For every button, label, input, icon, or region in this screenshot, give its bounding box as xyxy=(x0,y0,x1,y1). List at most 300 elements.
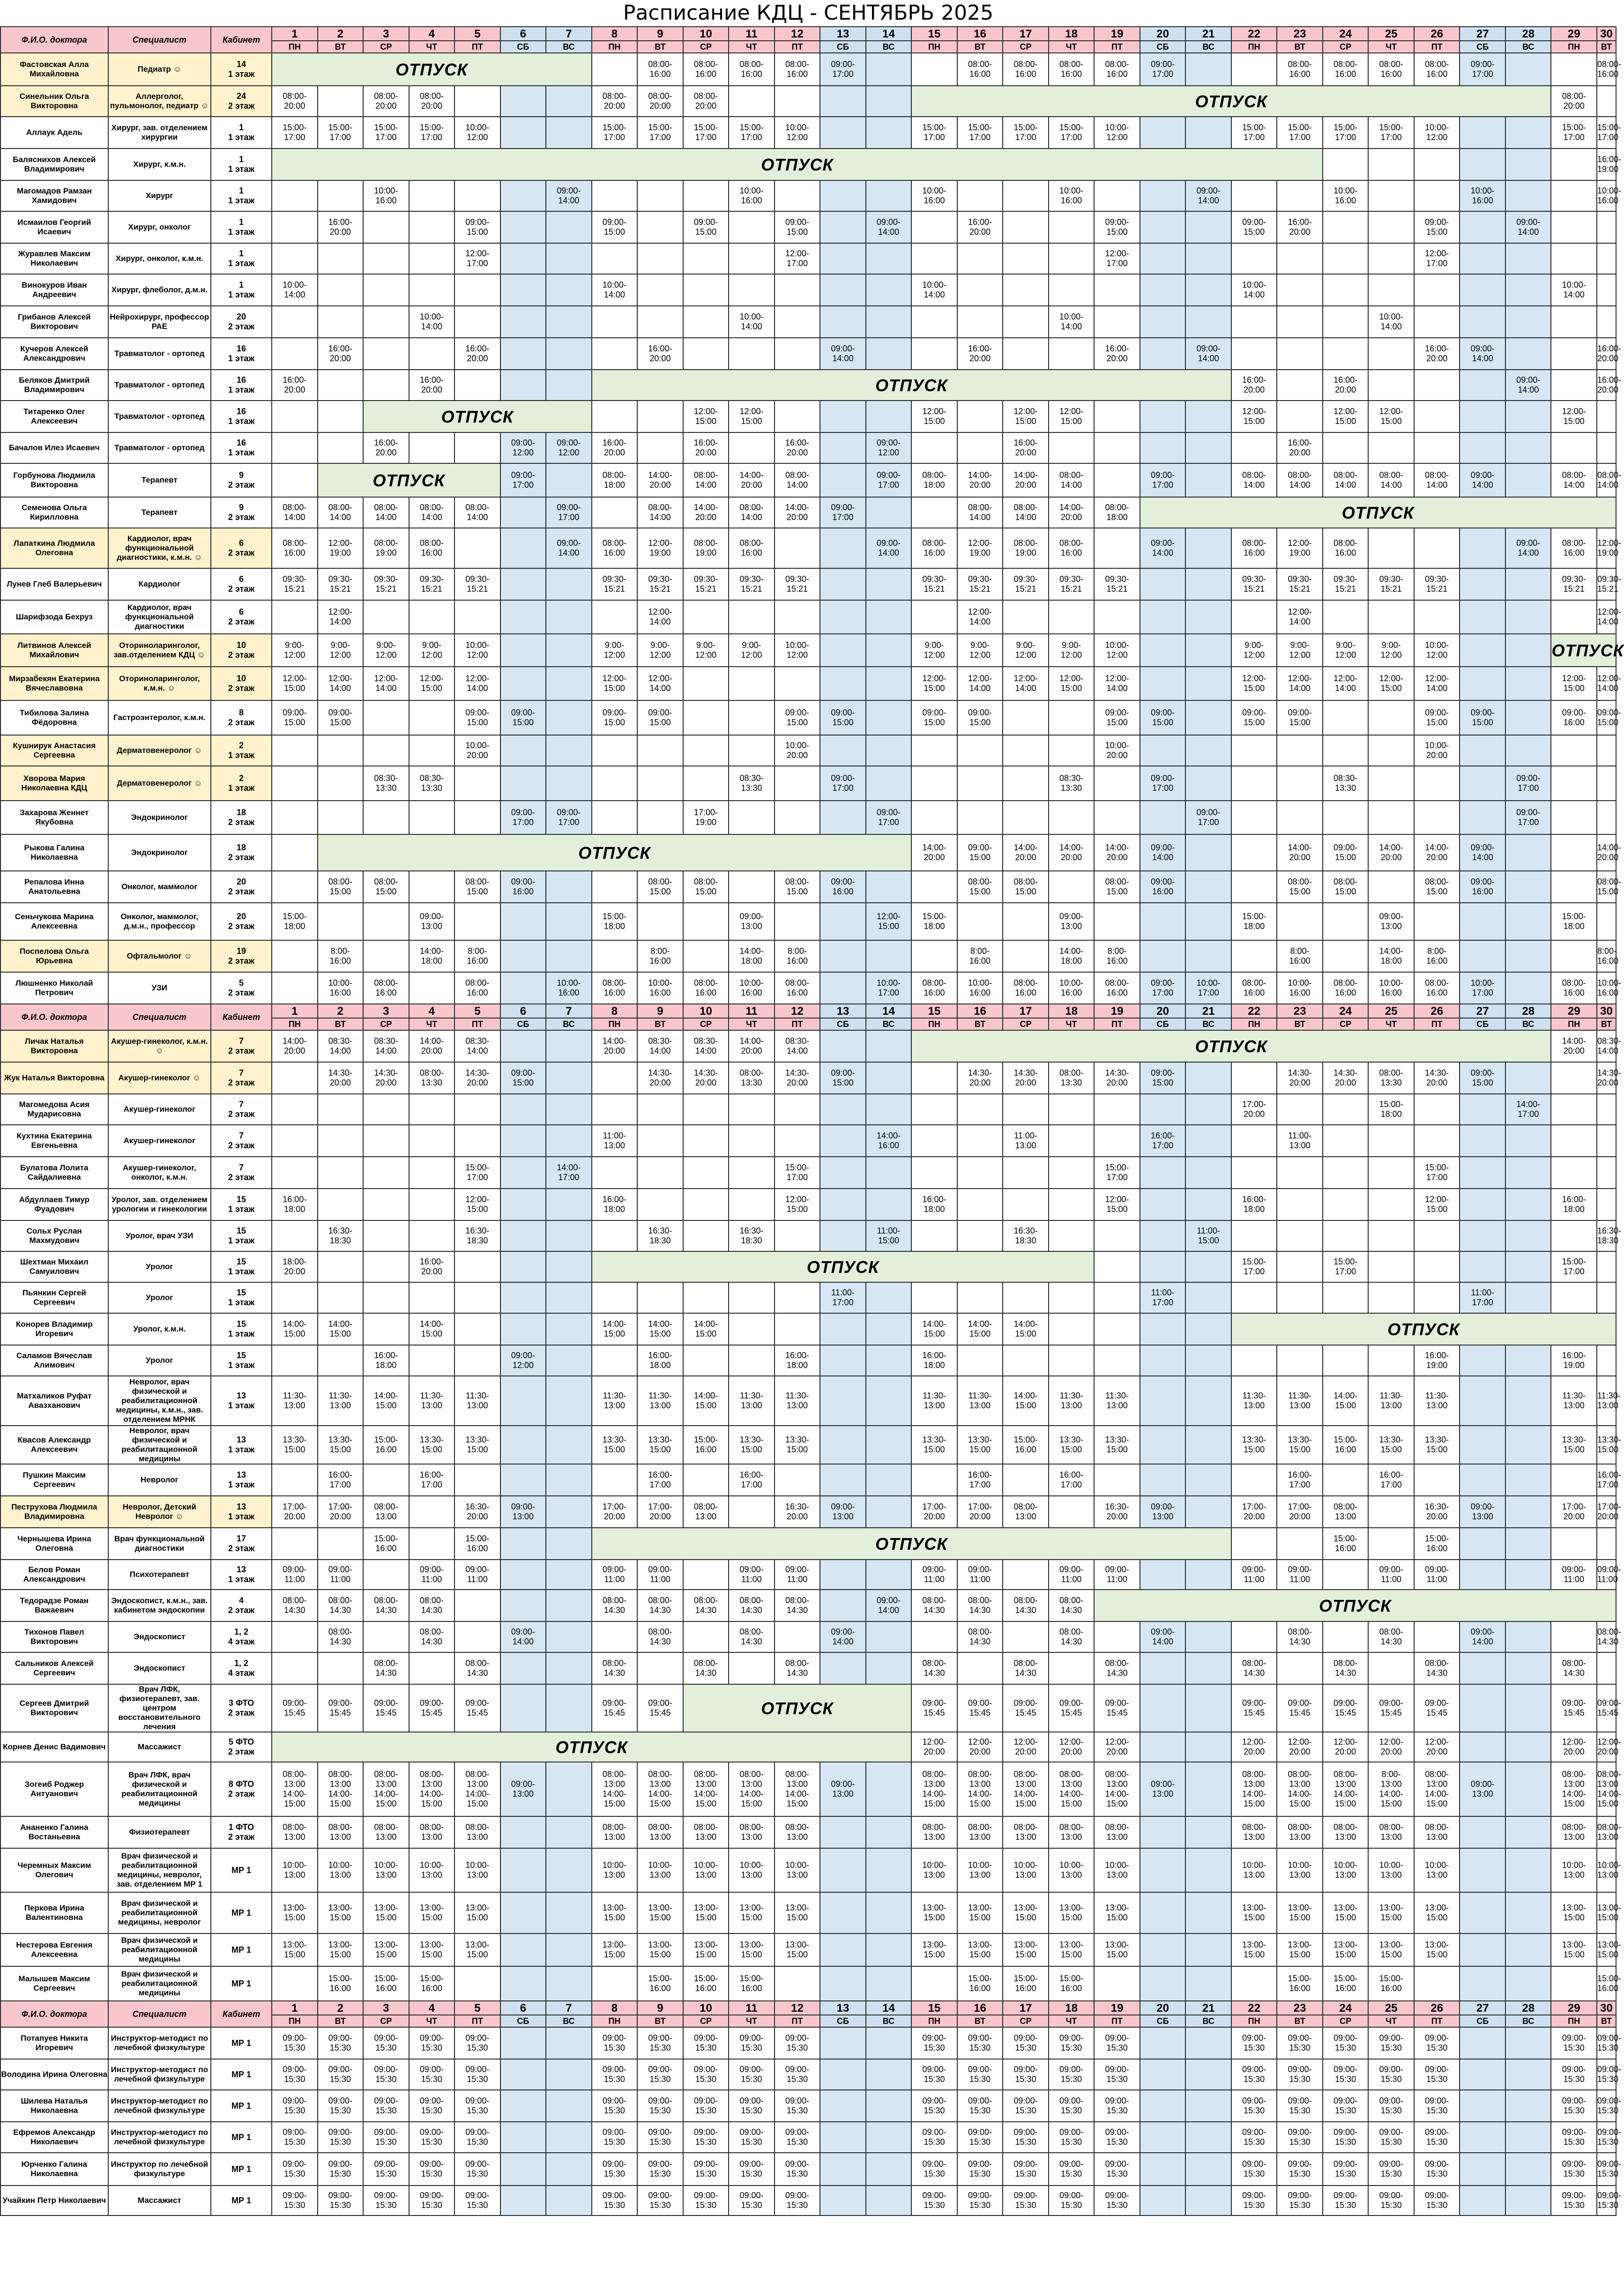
schedule-cell: 09:00- 16:00 xyxy=(1460,871,1505,903)
empty-cell xyxy=(1368,180,1414,211)
empty-cell xyxy=(1185,1684,1231,1732)
schedule-cell: 17:00- 20:00 xyxy=(592,1496,638,1528)
empty-cell xyxy=(1185,306,1231,338)
empty-cell xyxy=(1140,1426,1186,1464)
schedule-cell: 08:00- 16:00 xyxy=(1368,53,1414,86)
schedule-cell: 09:00- 15:00 xyxy=(1094,700,1140,735)
empty-cell xyxy=(318,735,364,766)
empty-cell xyxy=(1505,1464,1551,1496)
schedule-cell: 14:30- 20:00 xyxy=(363,1062,409,1094)
day-number: 27 xyxy=(1460,27,1505,41)
schedule-cell: 08:00- 14:30 xyxy=(363,1590,409,1621)
day-name: СР xyxy=(363,41,409,53)
empty-cell xyxy=(1323,1094,1369,1125)
schedule-cell: 09:00- 15:30 xyxy=(1049,2186,1095,2216)
schedule-cell: 08:00- 14:30 xyxy=(1049,1621,1095,1652)
doctor-row xyxy=(0,766,1616,801)
empty-cell xyxy=(1003,801,1049,834)
schedule-cell: 16:00- 17:00 xyxy=(1368,1464,1414,1496)
schedule-cell: 09:00- 15:30 xyxy=(1597,2153,1616,2186)
empty-cell xyxy=(866,871,912,903)
empty-cell xyxy=(729,86,775,117)
schedule-cell: 09:00- 13:00 xyxy=(820,1762,866,1816)
doctor-row xyxy=(0,1762,1616,1816)
schedule-cell: 09:00- 14:00 xyxy=(1505,370,1551,401)
empty-cell xyxy=(454,600,500,634)
schedule-cell: 13:00- 15:00 xyxy=(775,1892,820,1933)
empty-cell xyxy=(866,86,912,117)
day-name: ЧТ xyxy=(1049,1018,1095,1030)
doctor-cabinet: 5 2 этаж xyxy=(211,972,272,1004)
doctor-name: Малышев Максим Сергеевич xyxy=(0,1966,108,2001)
schedule-cell: 09:00- 15:00 xyxy=(637,700,683,735)
empty-cell xyxy=(500,1282,546,1313)
schedule-cell: 13:00- 15:00 xyxy=(683,1933,729,1966)
empty-cell xyxy=(1049,1313,1095,1345)
day-number: 28 xyxy=(1505,1004,1551,1018)
empty-cell xyxy=(911,1282,957,1313)
doctor-row xyxy=(0,2122,1616,2153)
empty-cell xyxy=(1140,211,1186,243)
empty-cell xyxy=(272,766,318,801)
schedule-cell: 8:00- 16:00 xyxy=(637,940,683,972)
schedule-cell: 14:00- 20:00 xyxy=(272,1030,318,1062)
empty-cell xyxy=(1277,735,1323,766)
schedule-cell: 09:00- 15:30 xyxy=(957,2186,1003,2216)
schedule-cell: 16:00- 20:00 xyxy=(1414,338,1460,370)
doctor-cabinet: МР 1 xyxy=(211,1966,272,2001)
schedule-cell: 11:30- 13:00 xyxy=(1551,1376,1597,1426)
empty-cell xyxy=(957,1125,1003,1157)
empty-cell xyxy=(729,1313,775,1345)
empty-cell xyxy=(1460,2027,1505,2059)
schedule-cell: 08:00- 13:00 14:00- 15:00 xyxy=(1414,1762,1460,1816)
empty-cell xyxy=(866,117,912,149)
day-name: СР xyxy=(363,2015,409,2027)
day-number: 23 xyxy=(1277,1004,1323,1018)
empty-cell xyxy=(363,700,409,735)
schedule-cell: 08:00- 20:00 xyxy=(272,86,318,117)
day-name: СР xyxy=(683,2015,729,2027)
schedule-cell: 09:00- 15:30 xyxy=(1597,2186,1616,2216)
schedule-cell: 10:00- 16:00 xyxy=(1460,180,1505,211)
day-number: 12 xyxy=(775,1004,820,1018)
schedule-cell: 09:00- 14:00 xyxy=(866,211,912,243)
empty-cell xyxy=(683,1157,729,1189)
schedule-cell: 08:00- 13:00 14:00- 15:00 xyxy=(318,1762,364,1816)
empty-cell xyxy=(1368,735,1414,766)
schedule-cell: 08:00- 19:00 xyxy=(363,528,409,568)
doctor-name: Пушкин Максим Сергеевич xyxy=(0,1464,108,1496)
doctor-name: Потапуев Никита Игоревич xyxy=(0,2027,108,2059)
empty-cell xyxy=(1185,834,1231,871)
doctor-specialty: Невролог, врач физической и реабилитационной медицины xyxy=(108,1426,211,1464)
empty-cell xyxy=(272,1652,318,1684)
empty-cell xyxy=(1185,2027,1231,2059)
doctor-name: Репалова Инна Анатольевна xyxy=(0,871,108,903)
empty-cell xyxy=(1597,274,1616,306)
empty-cell xyxy=(1140,1560,1186,1590)
schedule-cell: 10:00- 13:00 xyxy=(1323,1848,1369,1892)
empty-cell xyxy=(1551,834,1597,871)
day-number: 28 xyxy=(1505,2001,1551,2015)
schedule-cell: 14:00- 20:00 xyxy=(957,463,1003,497)
doctor-row xyxy=(0,940,1616,972)
schedule-cell: 11:00- 13:00 xyxy=(1003,1125,1049,1157)
empty-cell xyxy=(363,1189,409,1220)
schedule-cell: 08:00- 13:00 xyxy=(1277,1816,1323,1848)
schedule-cell: 09:00- 15:30 xyxy=(1277,2090,1323,2122)
empty-cell xyxy=(546,2090,592,2122)
day-number: 26 xyxy=(1414,27,1460,41)
empty-cell xyxy=(500,634,546,667)
empty-cell xyxy=(1185,1062,1231,1094)
empty-cell xyxy=(1460,401,1505,432)
schedule-cell: 12:00- 14:00 xyxy=(1323,667,1369,700)
schedule-cell: 12:00- 14:00 xyxy=(1003,667,1049,700)
empty-cell xyxy=(409,1282,455,1313)
empty-cell xyxy=(500,1376,546,1426)
schedule-cell: 10:00- 16:00 xyxy=(1323,180,1369,211)
empty-cell xyxy=(318,903,364,940)
schedule-cell: 09:00- 15:30 xyxy=(363,2059,409,2090)
empty-cell xyxy=(866,274,912,306)
day-number: 6 xyxy=(500,27,546,41)
empty-cell xyxy=(500,211,546,243)
schedule-cell: 13:00- 15:00 xyxy=(409,1892,455,1933)
empty-cell xyxy=(1140,1220,1186,1251)
schedule-cell: 08:00- 13:00 14:00- 15:00 xyxy=(1323,1762,1369,1816)
schedule-cell: 10:00- 12:00 xyxy=(775,634,820,667)
empty-cell xyxy=(500,972,546,1004)
empty-cell xyxy=(1368,274,1414,306)
empty-cell xyxy=(866,568,912,600)
empty-cell xyxy=(1049,274,1095,306)
day-number: 7 xyxy=(546,1004,592,1018)
empty-cell xyxy=(1505,432,1551,463)
empty-cell xyxy=(957,1282,1003,1313)
empty-cell xyxy=(1414,1282,1460,1313)
empty-cell xyxy=(1185,766,1231,801)
empty-cell xyxy=(1460,1376,1505,1426)
schedule-cell: 12:00- 20:00 xyxy=(1368,1732,1414,1762)
empty-cell xyxy=(820,1590,866,1621)
empty-cell xyxy=(1368,1652,1414,1684)
schedule-cell: 09:00- 15:30 xyxy=(272,2122,318,2153)
schedule-cell: 16:30- 18:30 xyxy=(1003,1220,1049,1251)
empty-cell xyxy=(592,1966,638,2001)
doctor-specialty: Травматолог - ортопед xyxy=(108,338,211,370)
schedule-cell: 15:00- 17:00 xyxy=(1003,117,1049,149)
doctor-cabinet: 24 2 этаж xyxy=(211,86,272,117)
doctor-specialty: Хирург, онколог, к.м.н. xyxy=(108,243,211,274)
empty-cell xyxy=(820,1030,866,1062)
empty-cell xyxy=(500,766,546,801)
schedule-cell: 08:00- 14:30 xyxy=(592,1652,638,1684)
schedule-cell: 12:00- 14:00 xyxy=(454,667,500,700)
doctor-name: Лапаткина Людмила Олеговна xyxy=(0,528,108,568)
day-name: ЧТ xyxy=(729,1018,775,1030)
empty-cell xyxy=(1368,871,1414,903)
empty-cell xyxy=(775,528,820,568)
schedule-cell: 16:30- 20:00 xyxy=(454,1496,500,1528)
empty-cell xyxy=(911,1125,957,1157)
day-name: ПН xyxy=(1231,1018,1277,1030)
empty-cell xyxy=(1140,117,1186,149)
schedule-cell: 17:00- 20:00 xyxy=(1231,1094,1277,1125)
empty-cell xyxy=(546,2059,592,2090)
schedule-cell: 15:00- 18:00 xyxy=(592,903,638,940)
schedule-cell: 11:00- 15:00 xyxy=(866,1220,912,1251)
schedule-cell: 09:00- 15:30 xyxy=(592,2186,638,2216)
empty-cell xyxy=(1505,180,1551,211)
empty-cell xyxy=(1505,149,1551,180)
doctor-row xyxy=(0,1966,1616,2001)
empty-cell xyxy=(1003,338,1049,370)
schedule-cell: 09:00- 15:30 xyxy=(1231,2122,1277,2153)
schedule-cell: 12:00- 15:00 xyxy=(1414,1189,1460,1220)
day-number: 20 xyxy=(1140,2001,1186,2015)
day-number: 4 xyxy=(409,27,455,41)
empty-cell xyxy=(729,338,775,370)
empty-cell xyxy=(820,243,866,274)
empty-cell xyxy=(500,1966,546,2001)
schedule-cell: 15:00- 17:00 xyxy=(409,117,455,149)
schedule-cell: 10:00- 14:00 xyxy=(1231,274,1277,306)
empty-cell xyxy=(1185,53,1231,86)
doctor-name: Баляснихов Алексей Владимирович xyxy=(0,149,108,180)
empty-cell xyxy=(409,1094,455,1125)
schedule-cell: 11:30- 13:00 xyxy=(1094,1376,1140,1426)
empty-cell xyxy=(1505,401,1551,432)
schedule-cell: 08:00- 14:00 xyxy=(1368,463,1414,497)
schedule-cell: 13:30- 15:00 xyxy=(454,1426,500,1464)
doctor-name: Титаренко Олег Алексеевич xyxy=(0,401,108,432)
schedule-cell: 09:00- 15:30 xyxy=(272,2059,318,2090)
schedule-cell: 15:00- 17:00 xyxy=(318,117,364,149)
empty-cell xyxy=(1505,1732,1551,1762)
empty-cell xyxy=(318,401,364,432)
day-name: ВС xyxy=(866,41,912,53)
doctor-name: Шилева Наталья Николаевна xyxy=(0,2090,108,2122)
doctor-name: Рыкова Галина Николаевна xyxy=(0,834,108,871)
schedule-cell: 09:00- 15:30 xyxy=(454,2186,500,2216)
day-number: 15 xyxy=(911,27,957,41)
empty-cell xyxy=(866,401,912,432)
header-spec: Специалист xyxy=(108,2001,211,2027)
empty-cell xyxy=(454,1966,500,2001)
schedule-cell: 16:00- 20:00 xyxy=(1597,370,1616,401)
vacation-cell: ОТПУСК xyxy=(318,463,500,497)
empty-cell xyxy=(592,53,638,86)
schedule-cell: 9:00- 12:00 xyxy=(1323,634,1369,667)
doctor-specialty: Педиатр ☺ xyxy=(108,53,211,86)
empty-cell xyxy=(820,1966,866,2001)
schedule-cell: 08:00- 16:00 xyxy=(1049,528,1095,568)
empty-cell xyxy=(866,1189,912,1220)
empty-cell xyxy=(820,2090,866,2122)
schedule-cell: 17:00- 20:00 xyxy=(318,1496,364,1528)
empty-cell xyxy=(866,1762,912,1816)
empty-cell xyxy=(1551,180,1597,211)
empty-cell xyxy=(683,1094,729,1125)
schedule-cell: 16:00- 20:00 xyxy=(592,432,638,463)
empty-cell xyxy=(1414,528,1460,568)
schedule-cell: 09:00- 15:30 xyxy=(775,2153,820,2186)
empty-cell xyxy=(1185,1966,1231,2001)
schedule-cell: 09:00- 15:30 xyxy=(454,2027,500,2059)
doctor-cabinet: 1, 2 4 этаж xyxy=(211,1652,272,1684)
schedule-cell: 15:00- 17:00 xyxy=(592,117,638,149)
schedule-cell: 08:00- 14:30 xyxy=(272,1590,318,1621)
empty-cell xyxy=(454,766,500,801)
empty-cell xyxy=(454,306,500,338)
empty-cell xyxy=(1323,243,1369,274)
schedule-cell: 08:00- 16:00 xyxy=(1049,53,1095,86)
schedule-cell: 14:00- 20:00 xyxy=(637,463,683,497)
schedule-cell: 09:00- 15:30 xyxy=(911,2122,957,2153)
empty-cell xyxy=(1597,1125,1616,1157)
schedule-cell: 09:00- 15:30 xyxy=(1323,2153,1369,2186)
schedule-cell: 09:00- 15:30 xyxy=(775,2090,820,2122)
empty-cell xyxy=(1551,53,1597,86)
empty-cell xyxy=(820,2122,866,2153)
empty-cell xyxy=(1277,1189,1323,1220)
schedule-cell: 10:00- 16:00 xyxy=(318,972,364,1004)
schedule-cell: 10:00- 14:00 xyxy=(409,306,455,338)
empty-cell xyxy=(1323,432,1369,463)
empty-cell xyxy=(1551,306,1597,338)
empty-cell xyxy=(1323,211,1369,243)
empty-cell xyxy=(683,667,729,700)
schedule-cell: 09:30- 15:21 xyxy=(409,568,455,600)
empty-cell xyxy=(1185,735,1231,766)
schedule-cell: 10:00- 14:00 xyxy=(1551,274,1597,306)
day-name: ПН xyxy=(592,1018,638,1030)
empty-cell xyxy=(775,401,820,432)
empty-cell xyxy=(500,338,546,370)
empty-cell xyxy=(1460,149,1505,180)
schedule-cell: 08:00- 13:00 14:00- 15:00 xyxy=(363,1762,409,1816)
schedule-cell: 08:00- 19:00 xyxy=(1003,528,1049,568)
day-number: 14 xyxy=(866,1004,912,1018)
schedule-cell: 09:30- 15:21 xyxy=(637,568,683,600)
schedule-cell: 12:00- 15:00 xyxy=(272,667,318,700)
empty-cell xyxy=(866,2090,912,2122)
schedule-cell: 12:00- 14:00 xyxy=(1277,600,1323,634)
day-name: ПТ xyxy=(1094,41,1140,53)
schedule-cell: 10:00- 13:00 xyxy=(1277,1848,1323,1892)
day-name: ЧТ xyxy=(729,2015,775,2027)
doctor-cabinet: 18 2 этаж xyxy=(211,834,272,871)
schedule-cell: 08:00- 16:00 xyxy=(1003,53,1049,86)
empty-cell xyxy=(683,1125,729,1157)
day-name: ЧТ xyxy=(409,1018,455,1030)
empty-cell xyxy=(1140,338,1186,370)
empty-cell xyxy=(820,1892,866,1933)
empty-cell xyxy=(866,2059,912,2090)
schedule-cell: 10:00- 14:00 xyxy=(729,306,775,338)
doctor-name: Перкова Ирина Валентиновна xyxy=(0,1892,108,1933)
doctor-specialty: Оториноларинголог, к.м.н. ☺ xyxy=(108,667,211,700)
empty-cell xyxy=(775,1621,820,1652)
schedule-cell: 08:00- 13:00 xyxy=(1597,1816,1616,1848)
empty-cell xyxy=(820,1933,866,1966)
empty-cell xyxy=(1505,2186,1551,2216)
doctor-specialty: Эндоскопист xyxy=(108,1652,211,1684)
empty-cell xyxy=(1460,1684,1505,1732)
schedule-cell: 08:00- 13:00 xyxy=(1323,1816,1369,1848)
empty-cell xyxy=(1597,1094,1616,1125)
day-number: 11 xyxy=(729,2001,775,2015)
doctor-cabinet: 15 1 этаж xyxy=(211,1189,272,1220)
empty-cell xyxy=(1597,1251,1616,1282)
empty-cell xyxy=(363,306,409,338)
empty-cell xyxy=(1185,2122,1231,2153)
day-name: ВТ xyxy=(637,1018,683,1030)
schedule-cell: 08:00- 14:30 xyxy=(1003,1652,1049,1684)
schedule-cell: 10:00- 16:00 xyxy=(911,180,957,211)
empty-cell xyxy=(363,735,409,766)
schedule-cell: 10:00- 17:00 xyxy=(1460,972,1505,1004)
schedule-cell: 08:00- 13:00 xyxy=(1323,1496,1369,1528)
empty-cell xyxy=(775,600,820,634)
empty-cell xyxy=(409,1652,455,1684)
empty-cell xyxy=(1460,735,1505,766)
empty-cell xyxy=(1231,432,1277,463)
schedule-cell: 09:30- 15:21 xyxy=(1049,568,1095,600)
schedule-cell: 10:00- 13:00 xyxy=(409,1848,455,1892)
doctor-cabinet: 16 1 этаж xyxy=(211,370,272,401)
doctor-specialty: Терапевт xyxy=(108,497,211,528)
empty-cell xyxy=(500,1426,546,1464)
schedule-cell: 09:00- 15:30 xyxy=(1277,2059,1323,2090)
schedule-cell: 08:00- 14:30 xyxy=(637,1621,683,1652)
header-row xyxy=(0,1004,1616,1018)
vacation-cell: ОТПУСК xyxy=(363,401,592,432)
schedule-cell: 08:00- 14:30 xyxy=(318,1590,364,1621)
schedule-cell: 09:00- 13:00 xyxy=(500,1496,546,1528)
schedule-cell: 10:00- 13:00 xyxy=(957,1848,1003,1892)
schedule-cell: 16:00- 18:00 xyxy=(592,1189,638,1220)
schedule-cell: 09:00- 17:00 xyxy=(1460,53,1505,86)
day-name: СБ xyxy=(1140,2015,1186,2027)
header-row xyxy=(0,2001,1616,2015)
doctor-row xyxy=(0,972,1616,1004)
day-name: ПН xyxy=(911,2015,957,2027)
schedule-cell: 08:00- 16:00 xyxy=(957,53,1003,86)
schedule-cell: 08:00- 16:00 xyxy=(1231,528,1277,568)
day-name: СБ xyxy=(500,1018,546,1030)
empty-cell xyxy=(409,211,455,243)
empty-cell xyxy=(500,1189,546,1220)
empty-cell xyxy=(592,801,638,834)
empty-cell xyxy=(454,1251,500,1282)
empty-cell xyxy=(1460,2153,1505,2186)
schedule-cell: 09:00- 17:00 xyxy=(820,766,866,801)
empty-cell xyxy=(546,940,592,972)
empty-cell xyxy=(957,903,1003,940)
empty-cell xyxy=(546,338,592,370)
schedule-cell: 08:00- 18:00 xyxy=(911,463,957,497)
empty-cell xyxy=(1140,1652,1186,1684)
day-number: 16 xyxy=(957,27,1003,41)
doctor-name: Хворова Мария Николаевна КДЦ xyxy=(0,766,108,801)
empty-cell xyxy=(775,766,820,801)
empty-cell xyxy=(318,1528,364,1560)
empty-cell xyxy=(1277,1157,1323,1189)
empty-cell xyxy=(500,903,546,940)
